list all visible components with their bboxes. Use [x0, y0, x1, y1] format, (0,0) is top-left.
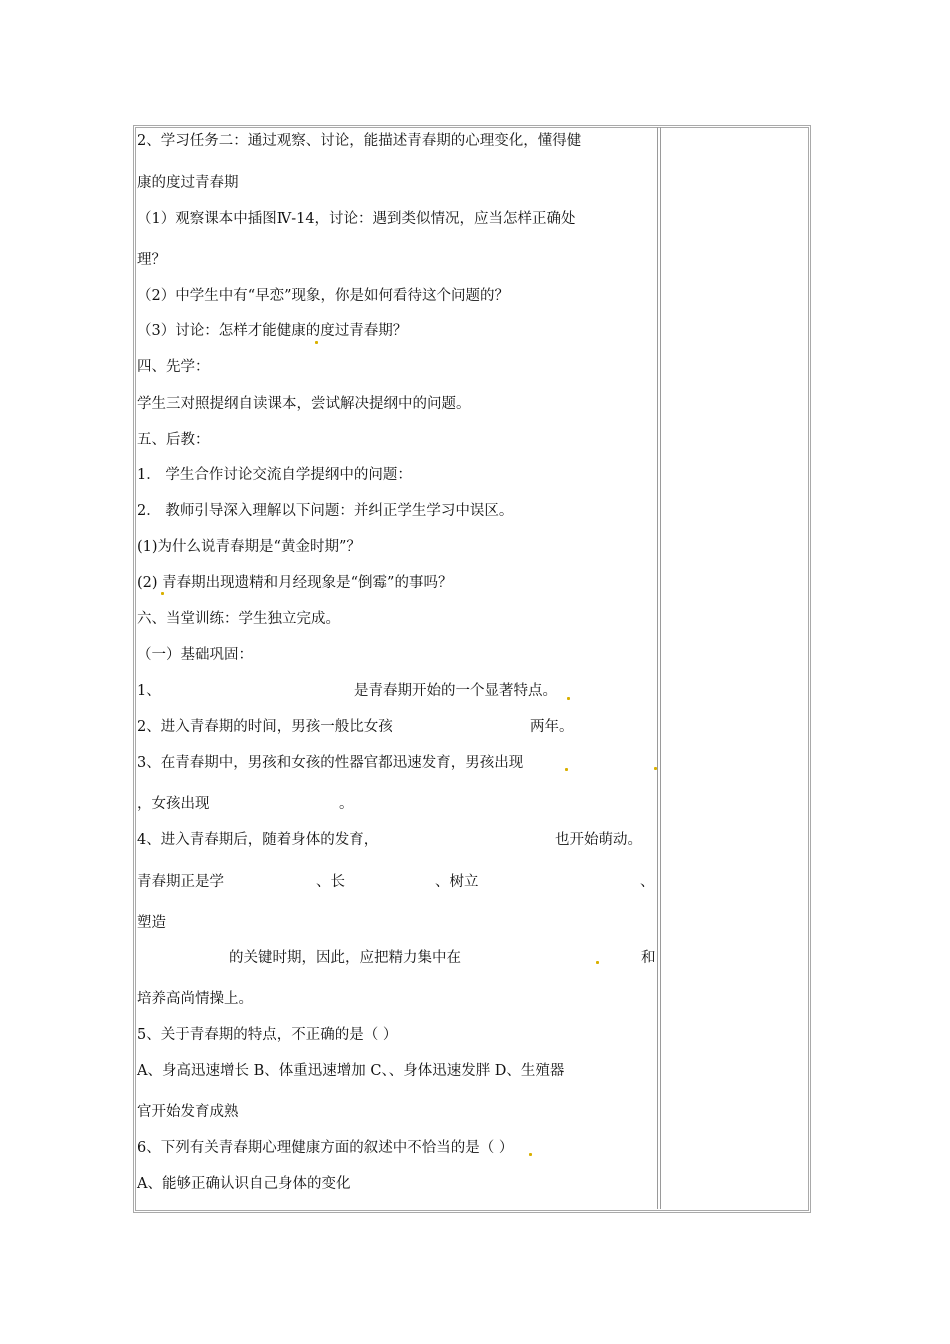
text-line: 六、当堂训练：学生独立完成。 [137, 611, 340, 627]
question-4-line-2: 青春期正是学 [137, 874, 224, 890]
text-line: （2）中学生中有“早恋”现象，你是如何看待这个问题的？ [137, 288, 510, 304]
question-4-line-4: 的关键时期，因此，应把精力集中在 [229, 950, 461, 966]
speck-mark [596, 961, 599, 964]
text-line: 1． 学生合作讨论交流自学提纲中的问题： [137, 467, 412, 483]
text-line: 康的度过青春期 [137, 175, 239, 191]
question-1-text: 是青春期开始的一个显著特点。 [354, 683, 557, 699]
question-1-number: 1、 [137, 683, 161, 699]
text-line: 理？ [137, 252, 166, 268]
column-divider [657, 127, 661, 1209]
question-4-text: 4、进入青春期后，随着身体的发育， [137, 832, 379, 848]
question-4-line-3: 塑造 [137, 915, 166, 931]
text-line: （3）讨论：怎样才能健康的度过青春期？ [137, 323, 408, 339]
text-line: 学生三对照提纲自读课本，尝试解决提纲中的问题。 [137, 396, 471, 412]
question-4-line-5: 培养高尚情操上。 [137, 991, 253, 1007]
question-3-end: 。 [339, 796, 354, 812]
question-3-continued: ，女孩出现 [137, 796, 210, 812]
question-2-text: 2、进入青春期的时间，男孩一般比女孩 [137, 719, 393, 735]
text-line: 2． 教师引导深入理解以下问题：并纠正学生学习中误区。 [137, 503, 514, 519]
question-6-option-a: A、能够正确认识自己身体的变化 [137, 1176, 351, 1192]
text-line: 五、后教： [137, 432, 210, 448]
speck-mark [565, 768, 568, 771]
question-4-line-2-d: 、 [640, 874, 655, 890]
speck-mark [161, 592, 164, 595]
text-line: 四、先学： [137, 359, 210, 375]
text-line: （一）基础巩固： [137, 647, 253, 663]
question-5: 5、关于青春期的特点，不正确的是（ ） [137, 1027, 398, 1043]
speck-mark [529, 1153, 532, 1156]
speck-mark [654, 767, 657, 770]
question-4-line-2-b: 、长 [316, 874, 345, 890]
question-4-line-2-c: 、树立 [435, 874, 479, 890]
question-5-options: A、身高迅速增长 B、体重迅速增加 C、、身体迅速发胖 D、生殖器 [137, 1063, 565, 1079]
question-6: 6、下列有关青春期心理健康方面的叙述中不恰当的是（ ） [137, 1140, 514, 1156]
text-line: 2、学习任务二：通过观察、讨论，能描述青春期的心理变化，懂得健 [137, 133, 582, 149]
text-line: (1)为什么说青春期是“黄金时期”？ [137, 539, 361, 555]
question-5-options-tail: 官开始发育成熟 [137, 1104, 239, 1120]
text-line: (2) 青春期出现遗精和月经现象是“倒霉”的事吗？ [137, 575, 453, 591]
speck-mark [567, 697, 570, 700]
speck-mark [315, 341, 318, 344]
question-4-end: 也开始萌动。 [555, 832, 642, 848]
question-4-line-4-end: 和 [641, 950, 656, 966]
text-line: （1）观察课本中插图Ⅳ-14，讨论：遇到类似情况，应当怎样正确处 [137, 211, 576, 227]
question-2-end: 两年。 [530, 719, 574, 735]
question-3-text: 3、在青春期中，男孩和女孩的性器官都迅速发育，男孩出现 [137, 755, 524, 771]
